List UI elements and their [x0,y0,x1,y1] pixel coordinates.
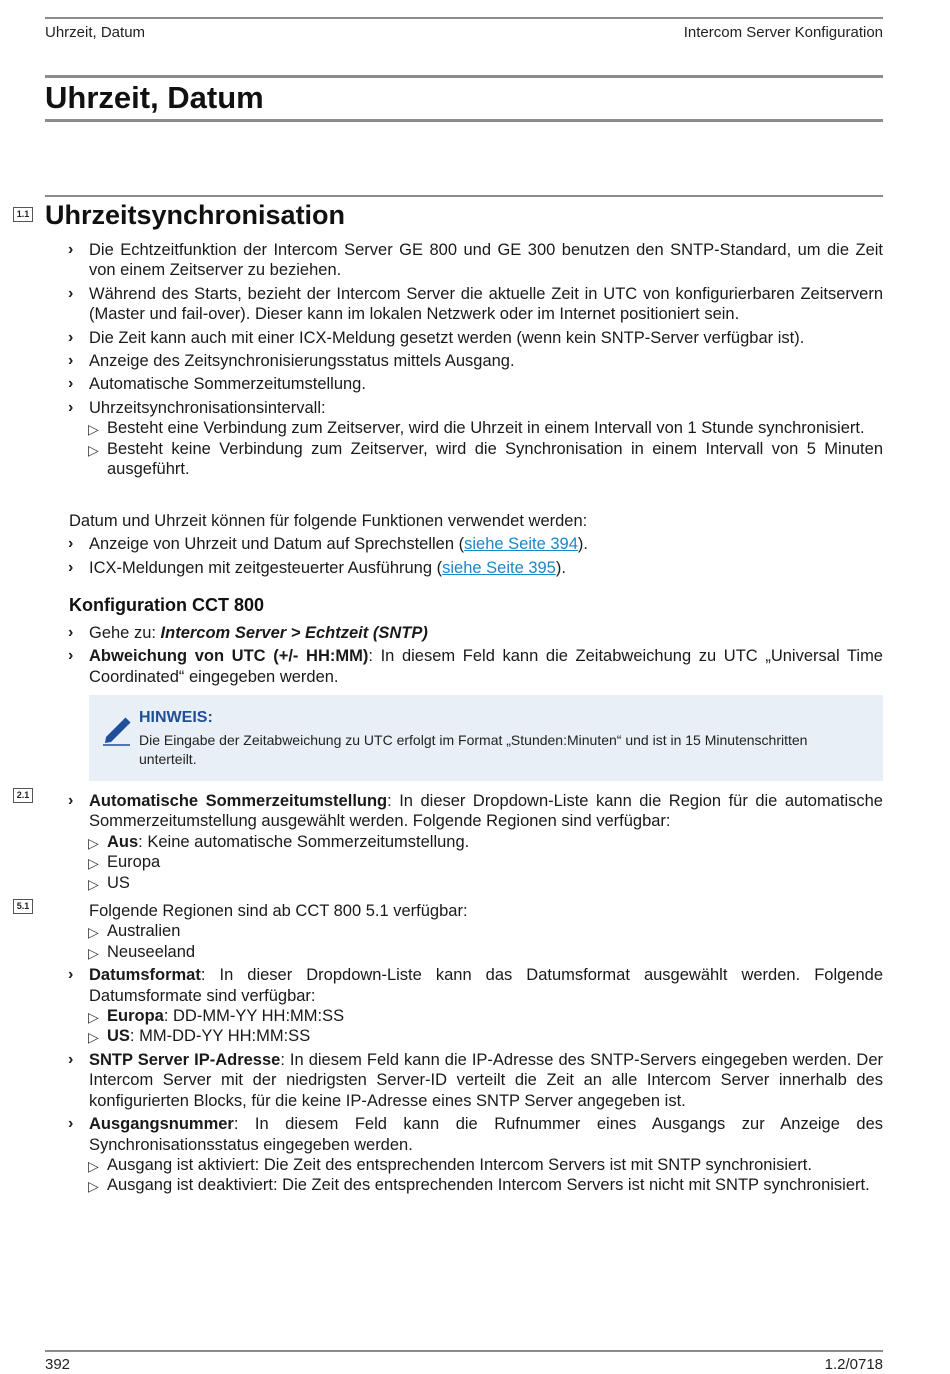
title-rule-bottom [45,119,883,122]
list-item: › ICX-Meldungen mit zeitgesteuerter Ausführung (siehe Seite 395). [68,558,566,577]
chevron-right-icon: › [68,966,74,984]
outline-chevron-icon: ▷ [88,944,99,961]
version-badge: 5.1 [13,899,33,914]
header-left: Uhrzeit, Datum [45,24,146,41]
version-badge: 2.1 [13,788,33,803]
page-link-394[interactable]: siehe Seite 394 [464,535,578,554]
version-badge: 1.1 [13,207,33,222]
chevron-right-icon: › [68,647,74,665]
config-block [69,623,883,690]
outline-chevron-icon: ▷ [88,1029,99,1046]
outline-chevron-icon: ▷ [88,1178,99,1195]
sub-list-item: ▷ Europa: DD-MM-YY HH:MM:SS [69,1006,883,1026]
list-item: › Automatische Sommerzeitumstellung. [68,375,366,394]
menu-path: Intercom Server > Echtzeit (SNTP) [160,624,428,642]
chevron-right-icon: › [68,535,74,553]
sub-list-item: ▷ US: MM-DD-YY HH:MM:SS [69,1026,883,1046]
title-rule-top [45,75,883,78]
intro-block [69,240,883,479]
field-label: SNTP Server IP-Adresse [89,1050,281,1069]
note-text: Die Eingabe der Zeitabweichung zu UTC erfolgt im Format „Stunden:Minuten“ und ist in 15 Minutenschritten unterteilt. [139,732,808,767]
sub-list-item: ▷ Aus: Keine automatische Sommerzeitumstellung. [69,832,883,852]
sub-list-item: ▷ Ausgang ist aktiviert: Die Zeit des entsprechenden Intercom Servers ist mit SNTP synchronisiert. [69,1155,883,1175]
chevron-right-icon: › [68,375,74,393]
list-item: › Abweichung von UTC (+/- HH:MM): In diesem Feld kann die Zeitabweichung zu UTC „Universal Time Coordinated“ eingegeben werden. [68,647,883,686]
list-item: › Anzeige des Zeitsynchronisierungsstatus mittels Ausgang. [68,352,515,371]
outline-chevron-icon: ▷ [88,1157,99,1174]
outline-chevron-icon: ▷ [88,1009,99,1026]
field-label: Ausgangsnummer [89,1115,234,1134]
outline-chevron-icon: ▷ [88,924,99,941]
header-rule [45,17,883,19]
sub-list-item: ▷ Besteht keine Verbindung zum Zeitserver, wird die Synchronisation in einem Intervall von 5 Minuten ausgeführt. [88,439,883,479]
chevron-right-icon: › [68,398,74,416]
outline-chevron-icon: ▷ [88,875,99,892]
outline-chevron-icon: ▷ [88,855,99,872]
config-heading: Konfiguration CCT 800 [69,595,265,615]
list-item: › Die Echtzeitfunktion der Intercom Server GE 800 und GE 300 benutzen den SNTP-Standard, um die Zeit von einem Zeitserver zu beziehen. [68,241,883,280]
chevron-right-icon: › [68,284,74,302]
chevron-right-icon: › [68,328,74,346]
regions-intro: Folgende Regionen sind ab CCT 800 5.1 verfügbar: [89,902,468,921]
doc-version: 1.2/0718 [824,1356,883,1373]
sub-list-item: ▷ Besteht eine Verbindung zum Zeitserver, wird die Uhrzeit in einem Intervall von 1 Stunde synchronisiert. [69,418,883,438]
sub-list-item: ▷ Europa [69,852,883,872]
settings-block [69,791,883,1196]
note-title: HINWEIS: [139,709,213,726]
usage-intro: Datum und Uhrzeit können für folgende Funktionen verwendet werden: [69,512,588,530]
outline-chevron-icon: ▷ [88,834,99,851]
sub-list-item: ▷ Neuseeland [69,942,883,962]
outline-chevron-icon: ▷ [88,421,99,438]
sub-list-item: ▷ US [69,873,883,893]
list-item: › Die Zeit kann auch mit einer ICX-Meldung gesetzt werden (wenn kein SNTP-Server verfügbar ist). [68,328,805,347]
chevron-right-icon: › [68,558,74,576]
list-item: › Automatische Sommerzeitumstellung: In dieser Dropdown-Liste kann die Region für die automatische Sommerzeitumstellung ausgewählt werden. Folgende Regionen sind verfügbar: [68,792,883,831]
field-label: Datumsformat [89,966,201,985]
note-box [89,695,883,781]
list-item: › Ausgangsnummer: In diesem Feld kann die Rufnummer eines Ausgangs zur Anzeige des Synchronisationsstatus eingegeben werden. [68,1115,883,1154]
list-item: › Datumsformat: In dieser Dropdown-Liste kann das Datumsformat ausgewählt werden. Folgende Datumsformate sind verfügbar: [68,966,883,1005]
page-title: Uhrzeit, Datum [45,80,264,115]
field-label: Automatische Sommerzeitumstellung [89,792,388,810]
list-item: › Uhrzeitsynchronisationsintervall: [68,398,326,417]
page-link-395[interactable]: siehe Seite 395 [442,558,556,577]
pencil-icon [101,713,131,747]
list-item: › SNTP Server IP-Adresse: In diesem Feld kann die IP-Adresse des SNTP-Servers eingegeben werden. Der Intercom Server mit der niedrigsten Server-ID verteilt die Zeit an alle Intercom Server innerhalb des konfigurierten Blocks, für die keine IP-Adresse eines SNTP Server angegeben ist. [68,1050,883,1110]
chevron-right-icon: › [68,352,74,370]
outline-chevron-icon: ▷ [88,441,99,458]
sub-list-item: ▷ Australien [69,921,883,941]
chevron-right-icon: › [68,624,74,641]
field-label: Abweichung von UTC (+/- HH:MM) [89,647,369,666]
page-number: 392 [45,1356,71,1373]
chevron-right-icon: › [68,241,74,258]
list-item: › Während des Starts, bezieht der Intercom Server die aktuelle Zeit in UTC von konfigurierbaren Zeitservern (Master und fail-over). Dieser kann im lokalen Netzwerk oder im Internet positioniert sein. [68,284,883,324]
usage-block [69,511,883,581]
list-item: › Anzeige von Uhrzeit und Datum auf Sprechstellen (siehe Seite 394). [68,535,588,554]
sub-list-item: ▷ Ausgang ist deaktiviert: Die Zeit des entsprechenden Intercom Servers ist nicht mit SNTP synchronisiert. [69,1175,883,1195]
chevron-right-icon: › [68,1050,74,1068]
chevron-right-icon: › [68,1115,74,1133]
header-right: Intercom Server Konfiguration [683,24,883,41]
chevron-right-icon: › [68,792,74,809]
section-title: Uhrzeitsynchronisation [45,200,346,230]
list-item: › Gehe zu: Intercom Server > Echtzeit (SNTP) [68,624,428,642]
section-rule [45,195,883,197]
footer-rule [45,1350,883,1352]
